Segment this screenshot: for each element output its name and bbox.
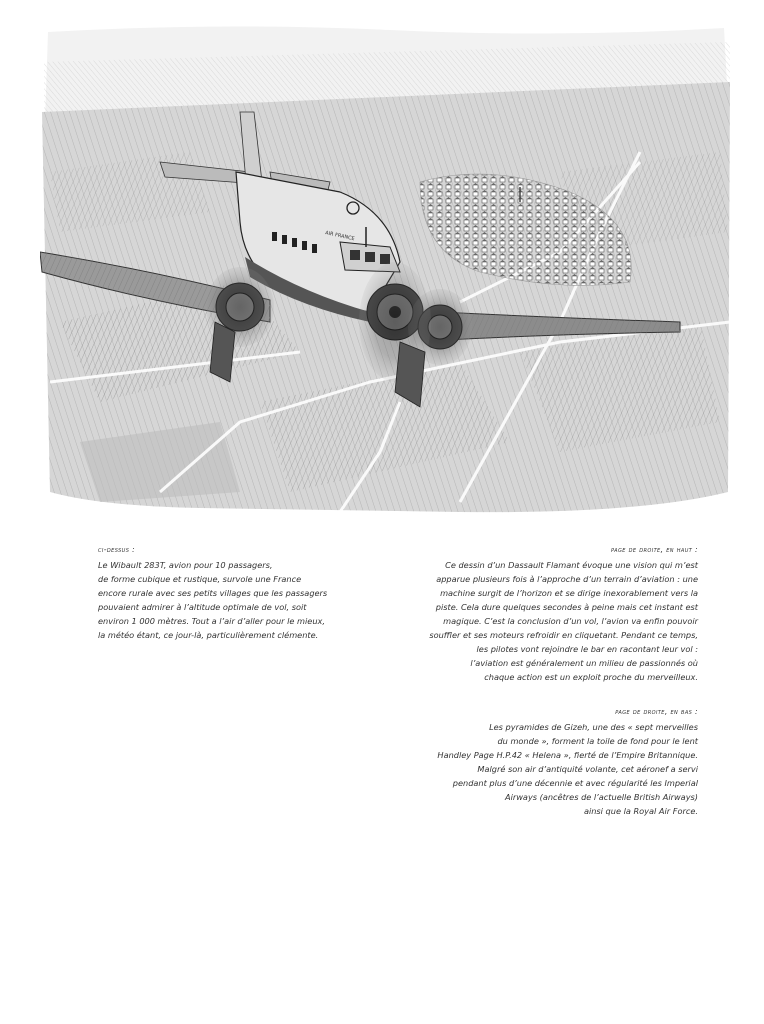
caption-line: Handley Page H.P.42 « Helena », fierté de l’Empire Britannique. (437, 750, 698, 760)
caption-line: de forme cubique et rustique, survole une France (98, 574, 302, 584)
caption-line: apparue plusieurs fois à l’approche d’un terrain d’aviation : une (436, 574, 698, 584)
caption-line: piste. Cela dure quelques secondes à peine mais cet instant est (435, 602, 698, 612)
caption-line: du monde », forment la toile de fond pour le lent (497, 736, 698, 746)
caption-line: les pilotes vont rejoindre le bar en racontant leur vol : (476, 644, 698, 654)
caption-heading: ci-dessus : (98, 545, 136, 554)
caption-line: Le Wibault 283T, avion pour 10 passagers, (98, 560, 273, 570)
caption-line: ainsi que la Royal Air Force. (583, 806, 698, 816)
wibault-283t-pencil-drawing (40, 22, 732, 520)
caption-line: la météo étant, ce jour-là, particulièrement clémente. (98, 630, 319, 640)
caption-line: souffler et ses moteurs refroidir en cliquetant. Pendant ce temps, (429, 630, 698, 640)
caption-page-droite-en-haut (429, 543, 698, 684)
fuselage-marking: AIR FRANCE (324, 230, 356, 243)
caption-line: Malgré son air d’antiquité volante, cet aéronef a servi (477, 764, 698, 774)
caption-line: machine surgit de l’horizon et se dirige inexorablement vers la (440, 588, 698, 598)
caption-line: pendant plus d’une décennie et avec régularité les Imperial (452, 778, 698, 788)
caption-line: encore rurale avec ses petits villages que les passagers (98, 588, 328, 598)
caption-heading: page de droite, en haut : (610, 545, 698, 554)
caption-line: Ce dessin d’un Dassault Flamant évoque une vision qui m’est (445, 560, 698, 570)
caption-line: Les pyramides de Gizeh, une des « sept merveilles (489, 722, 698, 732)
caption-line: chaque action est un exploit proche du merveilleux. (484, 672, 698, 682)
caption-line: l’aviation est généralement un milieu de passionnés où (470, 658, 698, 668)
caption-line: environ 1 000 mètres. Tout a l’air d’aller pour le mieux, (98, 616, 325, 626)
caption-line: pouvaient admirer à l’altitude optimale de vol, soit (98, 602, 307, 612)
caption-heading: page de droite, en bas : (615, 707, 698, 716)
caption-line: magique. C’est la conclusion d’un vol, l’avion va enfin pouvoir (443, 616, 698, 626)
caption-page-droite-en-bas (437, 705, 698, 818)
caption-line: Airways (ancêtres de l’actuelle British Airways) (504, 792, 698, 802)
caption-ci-dessus (98, 543, 327, 642)
